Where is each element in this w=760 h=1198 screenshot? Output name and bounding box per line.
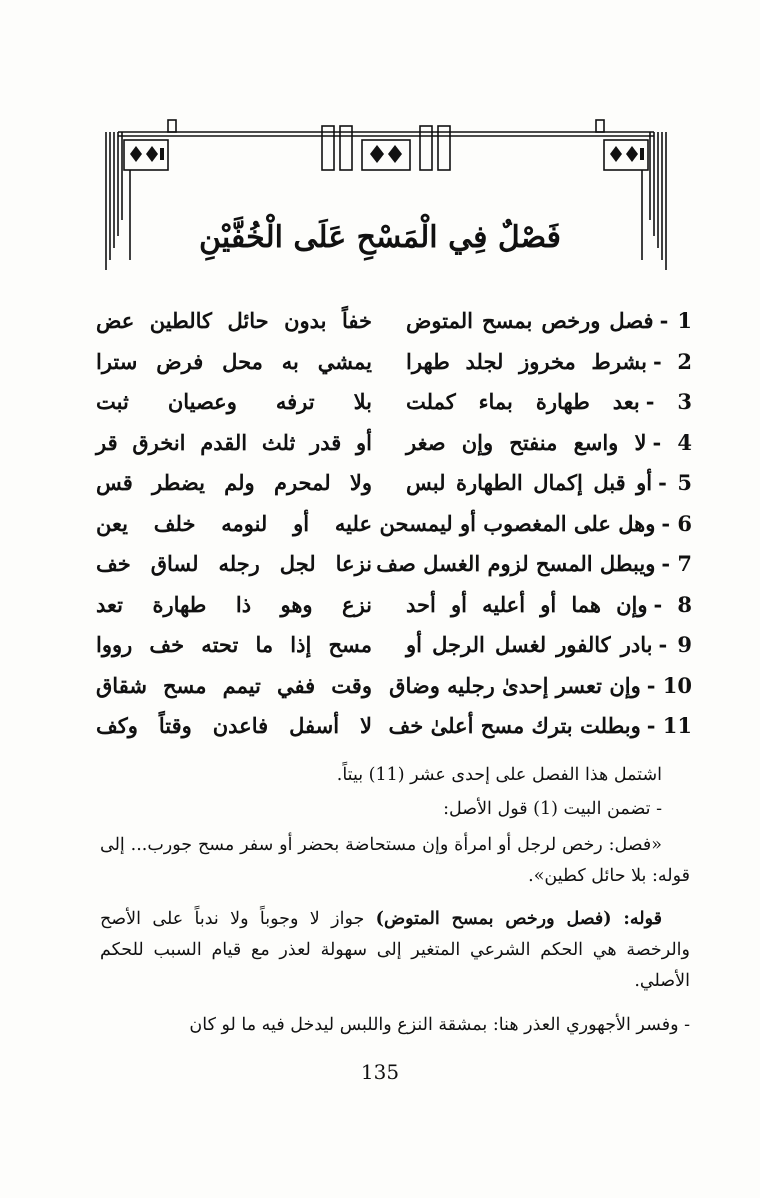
commentary-paragraph: اشتمل هذا الفصل على إحدى عشر (11) بيتاً. [336,765,662,785]
verse-second-hemistich: نزع وهو ذا طهارة تعد [96,591,372,617]
verse-second-hemistich: خفاً بدون حائل كالطين عض [96,308,372,333]
chapter-title: فَصْلٌ فِي الْمَسْحِ عَلَى الْخُفَّيْنِ [199,220,561,255]
verse-line [96,343,692,384]
commentary-paragraph: - تضمن البيت (1) قول الأصل: [443,799,662,819]
verse-first-hemistich: 11 -وبطلت بترك مسح أعلىٰ خف [388,713,692,738]
verse-second-hemistich: وقت ففي تيمم مسح شقاق [96,672,372,698]
verse-line [96,545,692,586]
verse-line [96,302,692,343]
verse-line [96,707,692,748]
verse-second-hemistich: لا أسفل فاعدن وقتاً وكف [96,713,372,738]
verse-first-hemistich: 9 -بادر كالفور لغسل الرجل أو [406,632,692,657]
verse-first-hemistich: 10 -وإن تعسر إحدىٰ رجليه وضاق [389,672,692,698]
verse-first-hemistich: 3 -بعد طهارة بماء كملت [406,389,692,414]
verse-first-hemistich: 5 -أو قبل إكمال الطهارة لبس [406,470,692,495]
verse-second-hemistich: مسح إذا ما تحته خف رووا [96,632,372,657]
verse-line [96,383,692,424]
commentary-paragraph: - وفسر الأجهوري العذر هنا: بمشقة النزع واللبس ليدخل فيه ما لو كان [189,1015,690,1035]
verse-first-hemistich: 8 -وإن هما أو أعليه أو أحد [406,591,692,617]
verse-line [96,667,692,708]
verse-first-hemistich: 2 -بشرط مخروز لجلد طهرا [406,348,693,374]
verse-second-hemistich: نزعا لجل رجله لساق خف [96,551,372,576]
verse-first-hemistich: 1 -فصل ورخص بمسح المتوض [406,308,692,333]
verse-second-hemistich: أو قدر ثلث القدم انخرق قر [96,429,372,455]
verse-line [96,464,692,505]
verse-second-hemistich: بلا ترفه وعصيان ثبت [96,389,372,414]
verse-line [96,505,692,546]
verse-second-hemistich: ولا لمحرم ولم يضطر قس [96,470,372,495]
verse-line [96,586,692,627]
commentary-paragraph: «فصل: رخص لرجل أو امرأة وإن مستحاضة بحضر أو سفر مسح جورب... إلى قوله: بلا حائل كطين». [100,835,690,886]
verse-line [96,424,692,465]
page-number: 135 [360,1060,400,1084]
verse-second-hemistich: يمشي به محل فرض سترا [96,348,372,374]
verse-first-hemistich: 4 -لا واسع منفتح وإن صغر [406,429,692,455]
verse-line [96,626,692,667]
commentary-paragraph: قوله: (فصل ورخص بمسح المتوض) جواز لا وجوباً ولا ندباً على الأصح والرخصة هي الحكم الشرعي المتغير إلى سهولة لعذر مع قيام السبب للحكم الأصلي. [100,909,690,991]
quoted-verse-label: قوله: (فصل ورخص بمسح المتوض) [375,909,662,929]
verse-first-hemistich: 7 -ويبطل المسح لزوم الغسل صف [376,551,692,576]
verse-table [96,302,692,748]
verse-second-hemistich: عليه أو لنومه خلف يعن [96,510,372,536]
verse-first-hemistich: 6 -وهل على المغصوب أو ليمسحن [379,510,692,536]
